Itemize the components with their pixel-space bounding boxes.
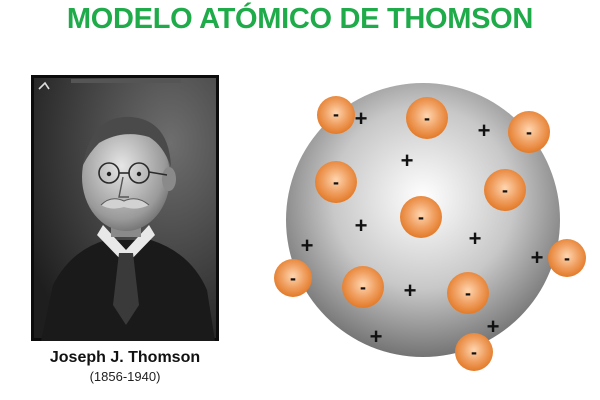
electron-sign: - <box>424 108 430 128</box>
electron <box>484 169 526 211</box>
thomson-atom-model <box>260 70 600 390</box>
electron <box>274 259 312 297</box>
electron <box>508 111 550 153</box>
electron-sign: - <box>526 122 532 142</box>
electron-sign: - <box>564 248 570 268</box>
electron-sign: - <box>333 104 339 124</box>
page-title: MODELO ATÓMICO DE THOMSON <box>66 3 534 35</box>
proton-sign: + <box>369 324 383 349</box>
proton-sign: + <box>468 226 482 251</box>
electron <box>317 96 355 134</box>
proton-sign: + <box>354 213 368 238</box>
electron-sign: - <box>502 180 508 200</box>
electron <box>447 272 489 314</box>
proton-sign: + <box>477 118 491 143</box>
electron-sign: - <box>465 283 471 303</box>
proton-sign: + <box>530 245 544 270</box>
thomson-portrait <box>31 75 219 341</box>
electron <box>406 97 448 139</box>
proton-sign: + <box>400 148 414 173</box>
electron-sign: - <box>360 277 366 297</box>
proton-sign: + <box>354 106 368 131</box>
electron <box>548 239 586 277</box>
proton-sign: + <box>300 233 314 258</box>
electron-sign: - <box>471 342 477 362</box>
portrait-caption-name: Joseph J. Thomson <box>49 349 201 366</box>
electron-sign: - <box>418 207 424 227</box>
electron-sign: - <box>290 268 296 288</box>
proton-sign: + <box>403 278 417 303</box>
electron <box>342 266 384 308</box>
electron <box>400 196 442 238</box>
portrait-caption-years: (1856-1940) <box>89 369 161 384</box>
electron <box>315 161 357 203</box>
proton-sign: + <box>486 314 500 339</box>
electron-sign: - <box>333 172 339 192</box>
